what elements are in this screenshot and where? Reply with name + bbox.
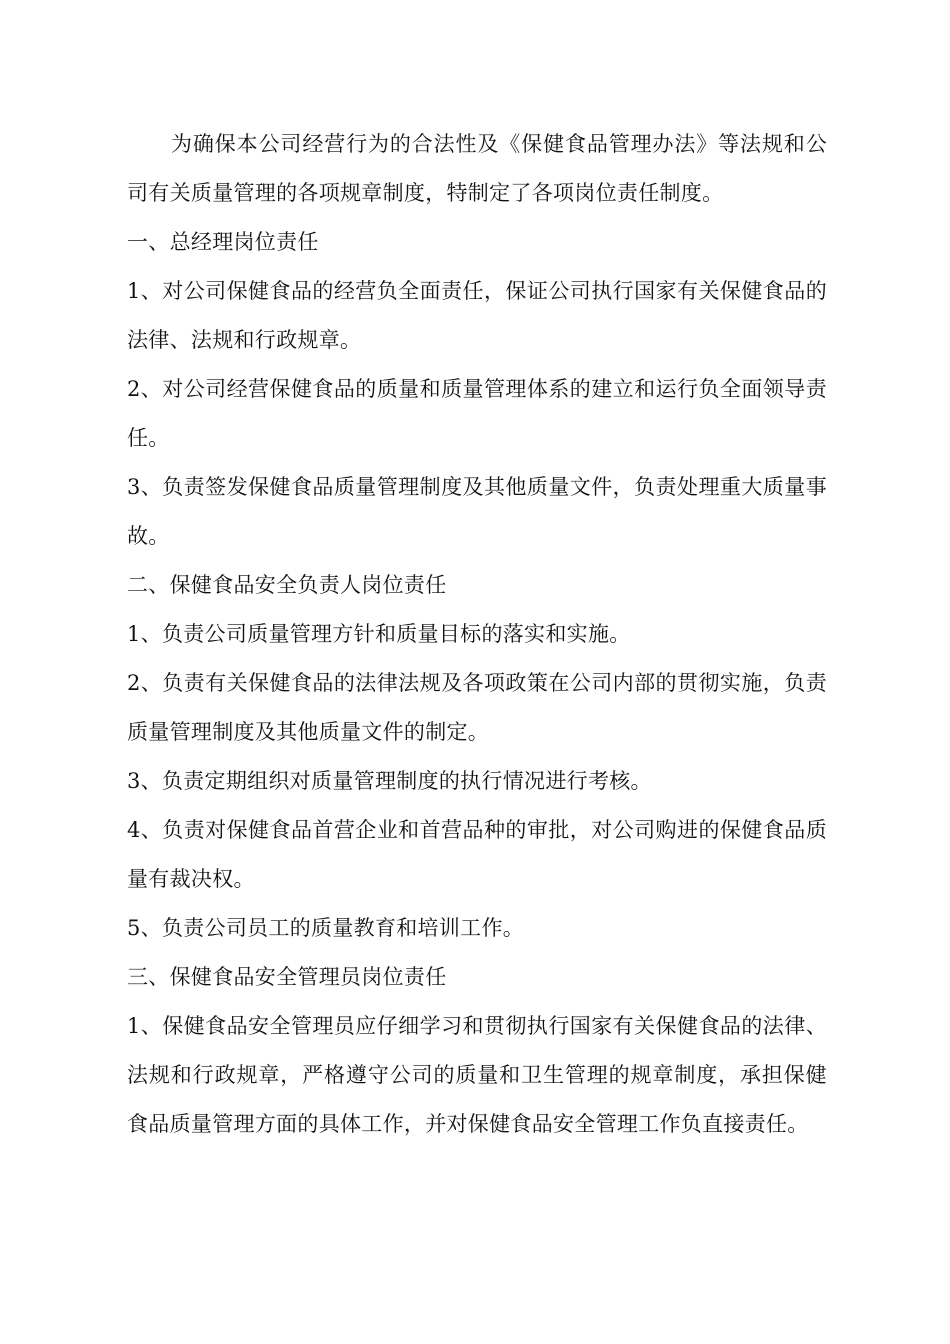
intro-paragraph: 为确保本公司经营行为的合法性及《保健食品管理办法》等法规和公司有关质量管理的各项规章制度，特制定了各项岗位责任制度。 xyxy=(127,132,827,205)
section-2-item-4: 4、负责对保健食品首营企业和首营品种的审批，对公司购进的保健食品质量有裁决权。 xyxy=(127,818,827,891)
section-2-item-3: 3、负责定期组织对质量管理制度的执行情况进行考核。 xyxy=(127,769,652,793)
section-2-item-1: 1、负责公司质量管理方针和质量目标的落实和实施。 xyxy=(127,622,631,646)
section-1-item-1: 1、对公司保健食品的经营负全面责任，保证公司执行国家有关保健食品的法律、法规和行政规章。 xyxy=(127,279,827,352)
document-body xyxy=(127,120,827,1149)
section-3-heading: 三、保健食品安全管理员岗位责任 xyxy=(127,965,447,989)
section-2-item-5: 5、负责公司员工的质量教育和培训工作。 xyxy=(127,916,525,940)
section-1-heading: 一、总经理岗位责任 xyxy=(127,230,319,254)
section-2-heading: 二、保健食品安全负责人岗位责任 xyxy=(127,573,447,597)
section-1-item-3: 3、负责签发保健食品质量管理制度及其他质量文件，负责处理重大质量事故。 xyxy=(127,475,827,548)
section-2-item-2: 2、负责有关保健食品的法律法规及各项政策在公司内部的贯彻实施，负责质量管理制度及其他质量文件的制定。 xyxy=(127,671,827,744)
section-3-item-1: 1、保健食品安全管理员应仔细学习和贯彻执行国家有关保健食品的法律、法规和行政规章，严格遵守公司的质量和卫生管理的规章制度，承担保健食品质量管理方面的具体工作，并对保健食品安全管理工作负直接责任。 xyxy=(127,1014,827,1136)
section-1-item-2: 2、对公司经营保健食品的质量和质量管理体系的建立和运行负全面领导责任。 xyxy=(127,377,827,450)
